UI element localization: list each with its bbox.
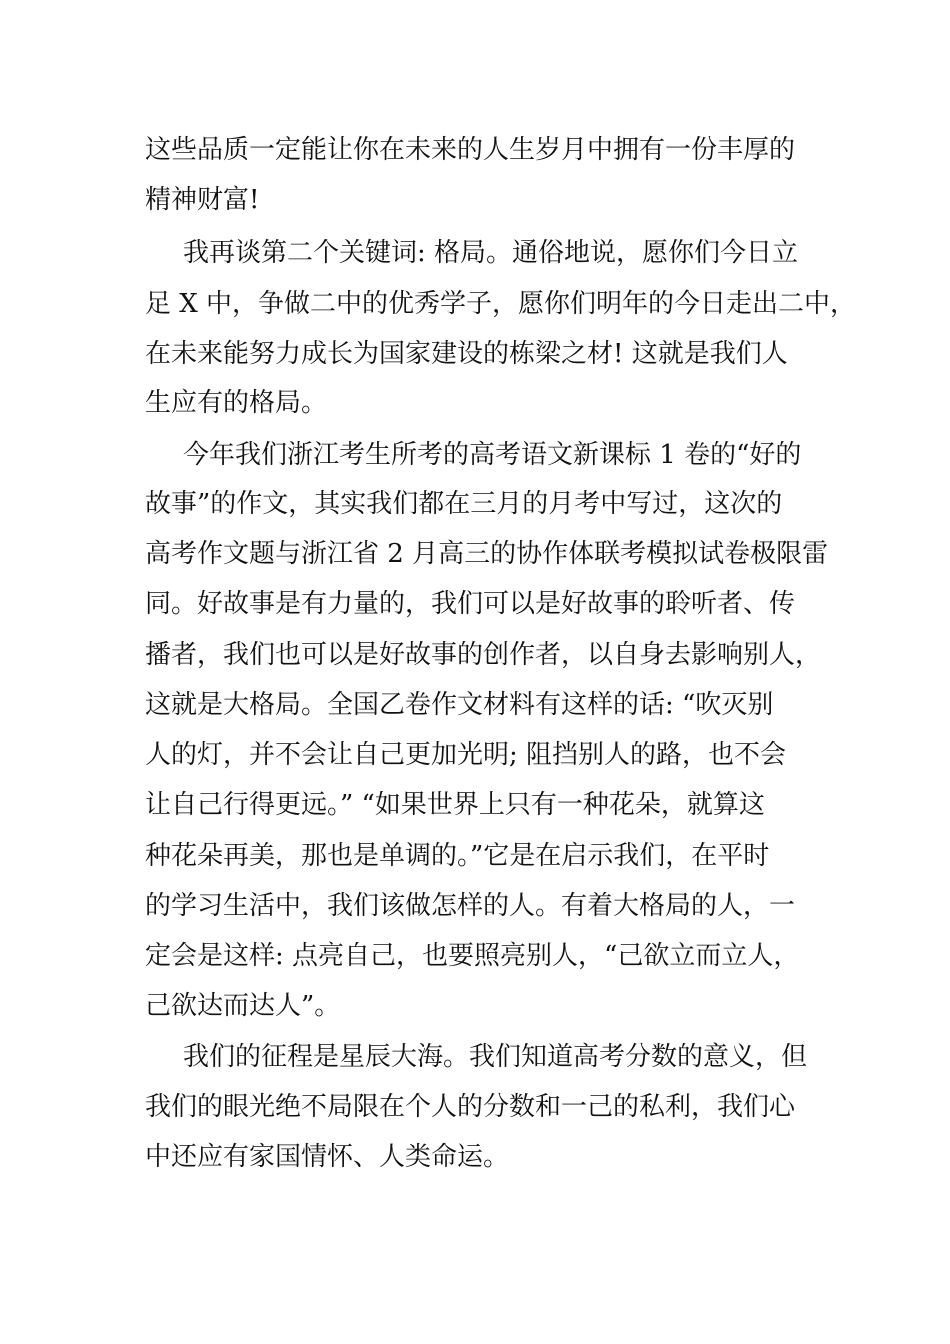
paragraph-line: 这就是大格局。全国乙卷作文材料有这样的话: “吹灭别: [145, 690, 774, 720]
paragraph-line: 我们的征程是星辰大海。我们知道高考分数的意义，但: [183, 1042, 808, 1072]
paragraph-line: 这些品质一定能让你在未来的人生岁月中拥有一份丰厚的: [145, 135, 796, 165]
paragraph-line: 我们的眼光绝不局限在个人的分数和一己的私利，我们心: [145, 1092, 796, 1122]
paragraph-line: 播者，我们也可以是好故事的创作者，以自身去影响别人，: [145, 640, 822, 670]
paragraph-line: 己欲达而达人”。: [145, 991, 341, 1021]
paragraph-line: 同。好故事是有力量的，我们可以是好故事的聆听者、传: [145, 589, 796, 619]
paragraph-line: 中还应有家国情怀、人类命运。: [145, 1142, 510, 1172]
paragraph-line: 我再谈第二个关键词: 格局。通俗地说，愿你们今日立: [183, 238, 799, 268]
paragraph-line: 定会是这样: 点亮自己，也要照亮别人，“己欲立而立人，: [145, 941, 800, 971]
paragraph-line: 让自己行得更远。” “如果世界上只有一种花朵，就算这: [145, 790, 765, 820]
paragraph-line: 高考作文题与浙江省 2 月高三的协作体联考模拟试卷极限雷: [145, 539, 829, 569]
paragraph-line: 故事”的作文，其实我们都在三月的月考中写过，这次的: [145, 489, 783, 519]
paragraph-line: 今年我们浙江考生所考的高考语文新课标 1 卷的“好的: [183, 440, 802, 470]
paragraph-line: 在未来能努力成长为国家建设的栋梁之材! 这就是我们人: [145, 339, 788, 369]
paragraph-line: 种花朵再美，那也是单调的。”它是在启示我们，在平时: [145, 841, 770, 871]
paragraph-line: 生应有的格局。: [145, 388, 328, 418]
paragraph-line: 的学习生活中，我们该做怎样的人。有着大格局的人，一: [145, 891, 796, 921]
paragraph-line: 人的灯，并不会让自己更加光明; 阻挡别人的路，也不会: [145, 740, 787, 770]
paragraph-line: 足 X 中，争做二中的优秀学子，愿你们明年的今日走出二中，: [145, 289, 857, 319]
paragraph-line: 精神财富!: [145, 185, 260, 215]
